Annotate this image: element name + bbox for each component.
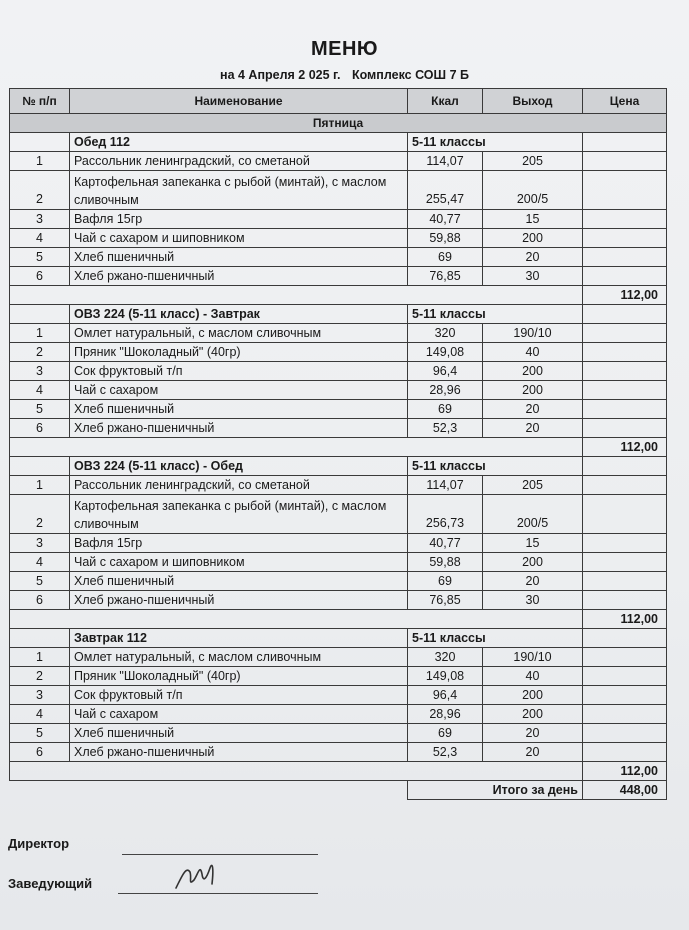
item-price [583, 362, 667, 381]
item-number: 2 [10, 343, 70, 362]
item-price [583, 667, 667, 686]
section-total-row [10, 286, 667, 305]
item-price [583, 648, 667, 667]
item-number: 3 [10, 362, 70, 381]
item-name: Чай с сахаром [70, 705, 408, 724]
item-output: 200 [483, 705, 583, 724]
item-price [583, 495, 667, 534]
item-name: Картофельная запеканка с рыбой (минтай), с маслом сливочным [70, 171, 408, 210]
director-signature-line [122, 854, 318, 855]
item-output: 20 [483, 572, 583, 591]
item-output: 200 [483, 362, 583, 381]
item-price [583, 705, 667, 724]
item-number: 5 [10, 572, 70, 591]
menu-table [9, 88, 667, 800]
item-number: 2 [10, 667, 70, 686]
item-number: 2 [10, 495, 70, 534]
section-header-row [10, 457, 667, 476]
item-price [583, 476, 667, 495]
item-kcal: 320 [408, 324, 483, 343]
menu-item-row [10, 267, 667, 286]
item-output: 200/5 [483, 171, 583, 210]
item-kcal: 28,96 [408, 381, 483, 400]
menu-item-row [10, 229, 667, 248]
item-name: Чай с сахаром и шиповником [70, 553, 408, 572]
section-classes: 5-11 классы [408, 133, 583, 152]
header-price: Цена [583, 89, 667, 114]
item-name: Чай с сахаром [70, 381, 408, 400]
item-output: 190/10 [483, 324, 583, 343]
item-name: Омлет натуральный, с маслом сливочным [70, 648, 408, 667]
item-price [583, 686, 667, 705]
menu-item-row [10, 400, 667, 419]
item-price [583, 343, 667, 362]
section-total: 112,00 [583, 762, 667, 781]
director-label: Директор [8, 836, 70, 851]
section-total-spacer [10, 438, 583, 457]
page-title: МЕНЮ [310, 38, 379, 60]
header-output: Выход [483, 89, 583, 114]
item-output: 15 [483, 210, 583, 229]
item-name: Пряник "Шоколадный" (40гр) [70, 667, 408, 686]
header-number: № п/п [10, 89, 70, 114]
menu-date: на 4 Апреля 2 025 г. [220, 68, 341, 82]
item-kcal: 96,4 [408, 686, 483, 705]
item-number: 4 [10, 705, 70, 724]
item-price [583, 267, 667, 286]
menu-item-row [10, 210, 667, 229]
day-total-label: Итого за день [408, 781, 583, 800]
item-output: 40 [483, 343, 583, 362]
item-name: Картофельная запеканка с рыбой (минтай), с маслом сливочным [70, 495, 408, 534]
item-output: 205 [483, 152, 583, 171]
item-name: Рассольник ленинградский, со сметаной [70, 152, 408, 171]
section-price-cell [583, 629, 667, 648]
section-total-row [10, 438, 667, 457]
item-kcal: 28,96 [408, 705, 483, 724]
item-kcal: 52,3 [408, 743, 483, 762]
item-name: Пряник "Шоколадный" (40гр) [70, 343, 408, 362]
item-kcal: 255,47 [408, 171, 483, 210]
day-total-spacer [10, 781, 408, 800]
item-kcal: 59,88 [408, 229, 483, 248]
menu-item-row [10, 667, 667, 686]
item-output: 20 [483, 400, 583, 419]
item-number: 1 [10, 476, 70, 495]
item-kcal: 69 [408, 572, 483, 591]
menu-item-row [10, 534, 667, 553]
item-price [583, 572, 667, 591]
item-number: 3 [10, 534, 70, 553]
menu-item-row [10, 686, 667, 705]
day-total-value: 448,00 [583, 781, 667, 800]
item-output: 205 [483, 476, 583, 495]
section-price-cell [583, 457, 667, 476]
menu-item-row [10, 495, 667, 534]
menu-item-row [10, 743, 667, 762]
item-kcal: 320 [408, 648, 483, 667]
menu-item-row [10, 343, 667, 362]
item-price [583, 381, 667, 400]
item-output: 30 [483, 591, 583, 610]
item-name: Хлеб ржано-пшеничный [70, 743, 408, 762]
item-name: Рассольник ленинградский, со сметаной [70, 476, 408, 495]
item-price [583, 419, 667, 438]
item-price [583, 171, 667, 210]
item-output: 200 [483, 381, 583, 400]
item-price [583, 591, 667, 610]
section-price-cell [583, 133, 667, 152]
item-kcal: 40,77 [408, 534, 483, 553]
section-total-row [10, 610, 667, 629]
day-total-row [10, 781, 667, 800]
item-kcal: 96,4 [408, 362, 483, 381]
item-output: 20 [483, 248, 583, 267]
item-name: Сок фруктовый т/п [70, 686, 408, 705]
item-output: 20 [483, 724, 583, 743]
item-output: 200/5 [483, 495, 583, 534]
item-kcal: 149,08 [408, 667, 483, 686]
item-number: 5 [10, 248, 70, 267]
section-title: Завтрак 112 [70, 629, 408, 648]
menu-item-row [10, 476, 667, 495]
section-total-spacer [10, 610, 583, 629]
item-name: Хлеб ржано-пшеничный [70, 267, 408, 286]
item-kcal: 69 [408, 400, 483, 419]
menu-item-row [10, 705, 667, 724]
item-number: 1 [10, 152, 70, 171]
menu-item-row [10, 381, 667, 400]
menu-item-row [10, 248, 667, 267]
item-number: 5 [10, 400, 70, 419]
section-total: 112,00 [583, 438, 667, 457]
item-output: 40 [483, 667, 583, 686]
item-name: Хлеб ржано-пшеничный [70, 591, 408, 610]
menu-item-row [10, 324, 667, 343]
header-kcal: Ккал [408, 89, 483, 114]
menu-item-row [10, 553, 667, 572]
section-classes: 5-11 классы [408, 457, 583, 476]
day-name: Пятница [10, 114, 667, 133]
item-kcal: 59,88 [408, 553, 483, 572]
item-number: 1 [10, 324, 70, 343]
section-spacer-cell [10, 629, 70, 648]
section-total-spacer [10, 762, 583, 781]
section-header-row [10, 305, 667, 324]
manager-label: Заведующий [8, 876, 93, 891]
item-kcal: 76,85 [408, 591, 483, 610]
menu-subtitle [0, 68, 689, 82]
item-output: 200 [483, 229, 583, 248]
item-price [583, 743, 667, 762]
item-number: 3 [10, 210, 70, 229]
menu-item-row [10, 171, 667, 210]
section-price-cell [583, 305, 667, 324]
section-total: 112,00 [583, 286, 667, 305]
section-title: Обед 112 [70, 133, 408, 152]
item-number: 6 [10, 419, 70, 438]
item-name: Хлеб пшеничный [70, 248, 408, 267]
item-number: 6 [10, 743, 70, 762]
item-price [583, 724, 667, 743]
section-header-row [10, 629, 667, 648]
item-name: Омлет натуральный, с маслом сливочным [70, 324, 408, 343]
item-output: 30 [483, 267, 583, 286]
item-name: Вафля 15гр [70, 210, 408, 229]
item-name: Хлеб пшеничный [70, 572, 408, 591]
day-row [10, 114, 667, 133]
item-price [583, 248, 667, 267]
item-number: 5 [10, 724, 70, 743]
item-kcal: 69 [408, 248, 483, 267]
section-total-row [10, 762, 667, 781]
item-kcal: 114,07 [408, 152, 483, 171]
section-classes: 5-11 классы [408, 305, 583, 324]
menu-item-row [10, 591, 667, 610]
item-name: Хлеб ржано-пшеничный [70, 419, 408, 438]
item-name: Хлеб пшеничный [70, 400, 408, 419]
menu-item-row [10, 724, 667, 743]
section-spacer-cell [10, 133, 70, 152]
header-name: Наименование [70, 89, 408, 114]
menu-item-row [10, 572, 667, 591]
item-price [583, 400, 667, 419]
header-row [10, 89, 667, 114]
item-number: 6 [10, 591, 70, 610]
menu-item-row [10, 419, 667, 438]
section-spacer-cell [10, 305, 70, 324]
section-spacer-cell [10, 457, 70, 476]
item-output: 200 [483, 553, 583, 572]
section-header-row [10, 133, 667, 152]
item-kcal: 52,3 [408, 419, 483, 438]
item-output: 20 [483, 419, 583, 438]
item-kcal: 256,73 [408, 495, 483, 534]
item-number: 4 [10, 229, 70, 248]
complex-name: Комплекс СОШ 7 Б [351, 68, 469, 82]
menu-item-row [10, 648, 667, 667]
section-title: ОВЗ 224 (5-11 класс) - Завтрак [70, 305, 408, 324]
item-name: Сок фруктовый т/п [70, 362, 408, 381]
item-output: 200 [483, 686, 583, 705]
menu-item-row [10, 152, 667, 171]
item-output: 15 [483, 534, 583, 553]
item-output: 190/10 [483, 648, 583, 667]
item-kcal: 40,77 [408, 210, 483, 229]
section-classes: 5-11 классы [408, 629, 583, 648]
section-title: ОВЗ 224 (5-11 класс) - Обед [70, 457, 408, 476]
item-name: Вафля 15гр [70, 534, 408, 553]
item-number: 6 [10, 267, 70, 286]
item-price [583, 324, 667, 343]
item-price [583, 534, 667, 553]
item-kcal: 149,08 [408, 343, 483, 362]
section-total: 112,00 [583, 610, 667, 629]
item-price [583, 210, 667, 229]
section-total-spacer [10, 286, 583, 305]
handwritten-signature [170, 858, 230, 894]
item-number: 4 [10, 553, 70, 572]
menu-item-row [10, 362, 667, 381]
item-output: 20 [483, 743, 583, 762]
item-number: 4 [10, 381, 70, 400]
item-price [583, 229, 667, 248]
item-name: Чай с сахаром и шиповником [70, 229, 408, 248]
item-price [583, 553, 667, 572]
item-kcal: 76,85 [408, 267, 483, 286]
item-name: Хлеб пшеничный [70, 724, 408, 743]
item-price [583, 152, 667, 171]
item-number: 1 [10, 648, 70, 667]
item-number: 2 [10, 171, 70, 210]
item-kcal: 114,07 [408, 476, 483, 495]
item-kcal: 69 [408, 724, 483, 743]
menu-body [10, 114, 667, 800]
item-number: 3 [10, 686, 70, 705]
